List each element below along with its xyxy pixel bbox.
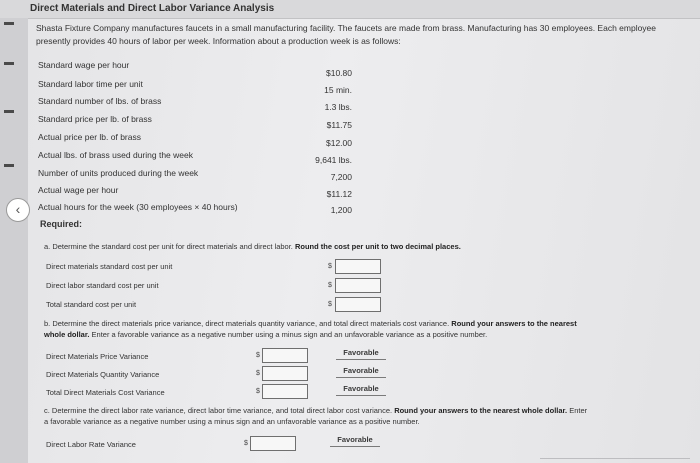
intro-line: Shasta Fixture Company manufactures faucets in a small manufacturing facility. The faucets are made from brass. Manufacturing has 30 employees. Each employee [36,23,657,33]
given-label: Actual wage per hour [38,185,119,195]
dm-standard-cost-input[interactable] [335,259,381,274]
page-header [0,0,700,19]
left-sidebar [0,18,28,463]
dm-quantity-variance-input[interactable] [262,366,308,381]
given-value: 15 min. [324,85,352,95]
given-value: 9,641 lbs. [315,155,352,165]
sidebar-marker [4,164,14,167]
prompt-text: Enter [569,406,588,415]
given-value: 1.3 lbs. [324,102,352,112]
given-label: Standard number of lbs. of brass [38,96,162,106]
given-label: Standard wage per hour [38,60,130,70]
given-label: Actual price per lb. of brass [38,132,141,142]
row-label: Total Direct Materials Cost Variance [46,388,165,397]
back-button[interactable] [6,198,30,222]
currency-symbol: $ [328,282,332,289]
part-a-prompt [44,241,684,252]
currency-symbol: $ [244,440,248,447]
dl-standard-cost-input[interactable] [335,278,381,293]
prompt-text: Enter a favorable variance as a negative number using a minus sign and an unfavorable variance as a positive number. [91,330,488,339]
currency-symbol: $ [256,370,260,377]
page-title: Direct Materials and Direct Labor Variance Analysis [30,3,275,14]
sidebar-marker [4,62,14,65]
prompt-text: a. Determine the standard cost per unit for direct materials and direct labor. [44,242,293,251]
row-label: Direct Materials Price Variance [46,352,149,361]
currency-symbol: $ [256,388,260,395]
currency-symbol: $ [328,301,332,308]
dm-price-variance-select[interactable]: Favorable [336,347,386,360]
prompt-instruction: Round your answers to the nearest [451,319,577,328]
part-c-prompt [44,405,684,427]
chevron-left-icon: ‹ [15,201,21,217]
prompt-instruction: Round your answers to the nearest whole dollar. [394,406,568,415]
row-label: Total standard cost per unit [46,300,137,309]
prompt-text: b. Determine the direct materials price variance, direct materials quantity variance, and total direct materials cost variance. [44,319,450,328]
divider [540,458,690,459]
given-label: Actual lbs. of brass used during the week [38,150,193,160]
given-value: 1,200 [330,205,352,215]
given-label: Standard labor time per unit [38,79,143,89]
given-label: Number of units produced during the week [38,168,199,178]
row-label: Direct Labor Rate Variance [46,440,136,449]
dm-quantity-variance-select[interactable]: Favorable [336,365,386,378]
sidebar-marker [4,110,14,113]
intro-line: presently provides 40 hours of labor per week. Information about a production week is as follows: [36,36,401,46]
prompt-text: c. Determine the direct labor rate variance, direct labor time variance, and total direct labor cost variance. [44,406,393,415]
total-dm-cost-variance-input[interactable] [262,384,308,399]
row-label: Direct Materials Quantity Variance [46,370,160,379]
given-value: $12.00 [326,138,352,148]
total-dm-cost-variance-select[interactable]: Favorable [336,383,386,396]
given-value: $10.80 [326,68,352,78]
given-value: $11.12 [326,189,352,199]
currency-symbol: $ [256,352,260,359]
dl-rate-variance-select[interactable]: Favorable [330,434,380,447]
dl-rate-variance-input[interactable] [250,436,296,451]
part-b-prompt [44,318,684,340]
prompt-text: a favorable variance as a negative number using a minus sign and an unfavorable variance as a positive number. [44,417,420,426]
prompt-instruction: Round the cost per unit to two decimal places. [294,242,461,251]
total-standard-cost-input[interactable] [335,297,381,312]
sidebar-marker [4,22,14,25]
dm-price-variance-input[interactable] [262,348,308,363]
given-label: Actual hours for the week (30 employees × 40 hours) [38,202,238,212]
given-label: Standard price per lb. of brass [38,114,152,124]
given-value: $11.75 [326,120,352,130]
prompt-instruction: whole dollar. [44,330,90,339]
currency-symbol: $ [328,263,332,270]
row-label: Direct materials standard cost per unit [46,262,173,271]
problem-intro [36,22,686,48]
given-value: 7,200 [330,172,352,182]
required-heading: Required: [40,219,83,229]
row-label: Direct labor standard cost per unit [46,281,159,290]
